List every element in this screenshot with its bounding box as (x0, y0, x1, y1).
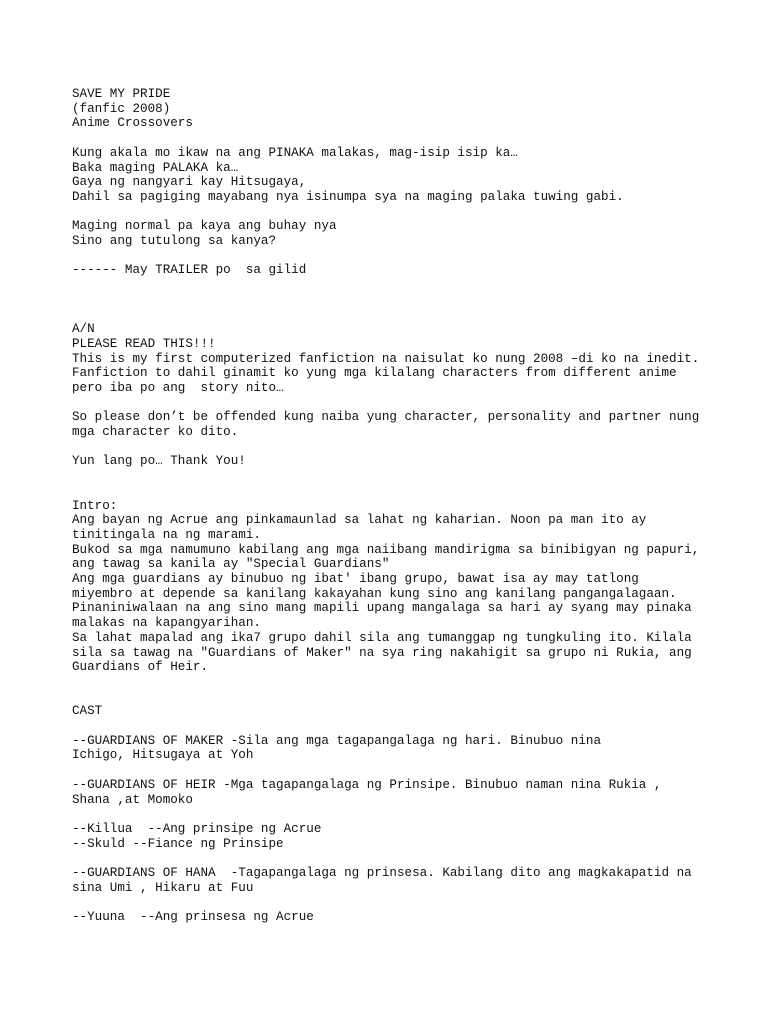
author-note-line: Fanfiction to dahil ginamit ko yung mga kilalang characters from different anime (72, 366, 677, 381)
apology-line: mga character ko dito. (72, 425, 239, 440)
cast-princess-line: --Yuuna --Ang prinsesa ng Acrue (72, 910, 314, 925)
thanks-line: Yun lang po… Thank You! (72, 454, 246, 469)
cast-hana-line: sina Umi , Hikaru at Fuu (72, 880, 254, 895)
question-line: Maging normal pa kaya ang buhay nya (72, 219, 337, 234)
cast-prince-line: --Killua --Ang prinsipe ng Acrue (72, 821, 322, 836)
intro-line: Guardians of Heir. (72, 660, 209, 675)
apology-line: So please don’t be offended kung naiba yung character, personality and partner nung (72, 410, 700, 425)
cast-heading: CAST (72, 704, 103, 719)
trailer-note: ------ May TRAILER po sa gilid (72, 263, 307, 278)
teaser-line: Kung akala mo ikaw na ang PINAKA malakas, mag-isip isip ka… (72, 145, 518, 160)
intro-heading: Intro: (72, 498, 118, 513)
intro-line: ang tawag sa kanila ay "Special Guardians" (72, 557, 390, 572)
intro-line: tinitingala na ng marami. (72, 527, 261, 542)
cast-maker-line: --GUARDIANS OF MAKER -Sila ang mga tagapangalaga ng hari. Binubuo nina (72, 733, 602, 748)
cast-fiance-line: --Skuld --Fiance ng Prinsipe (72, 836, 284, 851)
intro-line: Ang bayan ng Acrue ang pinkamaunlad sa lahat ng kaharian. Noon pa man ito ay (72, 513, 647, 528)
cast-heir-line: --GUARDIANS OF HEIR -Mga tagapangalaga ng Prinsipe. Binubuo naman nina Rukia , (72, 777, 662, 792)
author-note-heading: A/N (72, 322, 95, 337)
teaser-line: Dahil sa pagiging mayabang nya isinumpa sya na maging palaka tuwing gabi. (72, 189, 624, 204)
teaser-line: Gaya ng nangyari kay Hitsugaya, (72, 175, 307, 190)
story-category: Anime Crossovers (72, 116, 193, 131)
author-note-line: This is my first computerized fanfiction na naisulat ko nung 2008 –di ko na inedit. (72, 351, 700, 366)
cast-maker-line: Ichigo, Hitsugaya at Yoh (72, 748, 254, 763)
story-subtitle: (fanfic 2008) (72, 101, 171, 116)
intro-line: Bukod sa mga namumuno kabilang ang mga naiibang mandirigma sa binibigyan ng papuri, (72, 542, 700, 557)
cast-heir-line: Shana ,at Momoko (72, 792, 193, 807)
intro-line: sila sa tawag na "Guardians of Maker" na sya ring nakahigit sa grupo ni Rukia, ang (72, 645, 692, 660)
story-title: SAVE MY PRIDE (72, 87, 171, 101)
cast-hana-line: --GUARDIANS OF HANA -Tagapangalaga ng prinsesa. Kabilang dito ang magkakapatid na (72, 866, 692, 881)
intro-line: malakas na kapangyarihan. (72, 616, 261, 631)
intro-line: miyembro at depende sa kanilang kakayahan kung sino ang kanilang pangangalagaan. (72, 586, 677, 601)
author-note-line: pero iba po ang story nito… (72, 380, 284, 395)
intro-line: Ang mga guardians ay binubuo ng ibat' ibang grupo, bawat isa ay may tatlong (72, 572, 639, 587)
intro-line: Sa lahat mapalad ang ika7 grupo dahil sila ang tumanggap ng tungkuling ito. Kilala (72, 630, 692, 645)
author-note-line: PLEASE READ THIS!!! (72, 336, 216, 351)
document-page (72, 87, 712, 925)
teaser-line: Baka maging PALAKA ka… (72, 160, 239, 175)
question-line: Sino ang tutulong sa kanya? (72, 234, 277, 248)
intro-line: Pinaniniwalaan na ang sino mang mapili upang mangalaga sa hari ay syang may pinaka (72, 601, 692, 616)
